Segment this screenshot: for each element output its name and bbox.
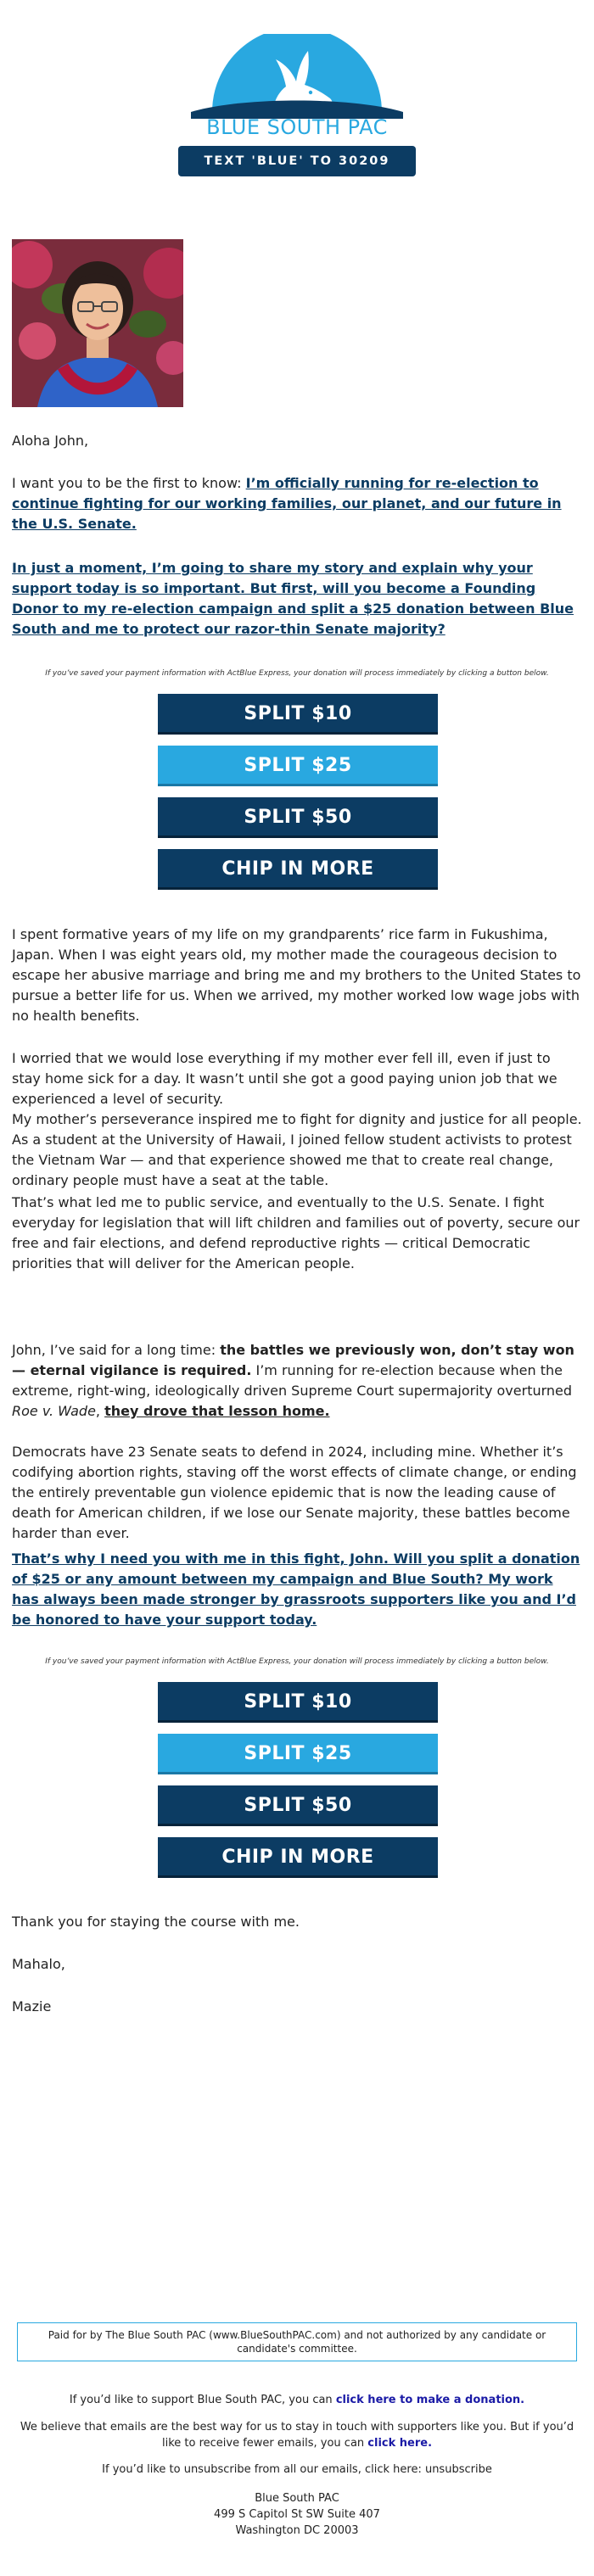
paragraph-ask	[12, 1549, 582, 1630]
greeting: Aloha John,	[12, 433, 89, 449]
split-25-button-2[interactable]: SPLIT $25	[158, 1734, 438, 1774]
donkey-logo-icon	[191, 34, 403, 119]
vigilance-closing: they drove that lesson home.	[104, 1403, 330, 1419]
support-lead: If you’d like to support Blue South PAC, you can	[69, 2394, 336, 2406]
paragraph-story-1: I spent formative years of my life on my grandparents’ rice farm in Fukushima, Japan. When I was eight years old, my mother made the courageous decision to escape her abusive marriage and bring me and my brothers to the United States to pursue a better life for us. When we arrived, my mother worked low wage jobs with no health benefits.	[12, 926, 581, 1024]
paid-for-disclaimer: Paid for by The Blue South PAC (www.BlueSouthPAC.com) and not authorized by any candidate or candidate's committee.	[17, 2322, 577, 2361]
closing-signoff: Mahalo,	[12, 1956, 65, 1972]
chip-in-more-button[interactable]: CHIP IN MORE	[158, 849, 438, 890]
unsubscribe-line[interactable]: If you’d like to unsubscribe from all our emails, click here: unsubscribe	[102, 2463, 492, 2476]
split-25-button[interactable]: SPLIT $25	[158, 746, 438, 786]
ask-link[interactable]: That’s why I need you with me in this fight, John. Will you split a donation of $25 or any amount between my campaign and Blue South? My work has always been made stronger by grassroots supporters like you and I’d be honored to have your support today.	[12, 1551, 580, 1628]
brand-name: BLUE SOUTH PAC	[206, 115, 388, 139]
vigilance-lead: John, I’ve said for a long time:	[12, 1342, 221, 1358]
paragraph-senate-seats: Democrats have 23 Senate seats to defend in 2024, including mine. Whether it’s codifying abortion rights, staving off the worst effects of climate change, or ending the entirely preventable gun violence epidemic that is now the leading cause of death for American children, if we lose our Senate majority, these battles become harder than ever.	[12, 1444, 577, 1541]
split-10-button-2[interactable]: SPLIT $10	[158, 1682, 438, 1723]
paragraph-story-4: That’s what led me to public service, and eventually to the U.S. Senate. I fight everyday for legislation that will lift children and families out of poverty, secure our free and fair elections, and defend reproductive rights — critical Democratic priorities that will deliver for the American people.	[12, 1194, 580, 1271]
support-line	[17, 2392, 577, 2408]
paragraph-announcement	[12, 473, 582, 534]
paragraph-founding-donor	[12, 558, 582, 640]
address-line-3: Washington DC 20003	[235, 2524, 359, 2537]
candidate-photo	[12, 239, 183, 407]
paragraph-vigilance	[12, 1340, 582, 1422]
fewer-emails-lead: We believe that emails are the best way for us to stay in touch with supporters like you. But if you’d like to receive fewer emails, you can	[20, 2421, 574, 2450]
address-line-1: Blue South PAC	[255, 2492, 339, 2505]
split-50-button-2[interactable]: SPLIT $50	[158, 1785, 438, 1826]
split-50-button[interactable]: SPLIT $50	[158, 797, 438, 838]
actblue-express-note: If you’ve saved your payment information with ActBlue Express, your donation will process immediately by clicking a button below.	[45, 669, 549, 678]
chip-in-more-button-2[interactable]: CHIP IN MORE	[158, 1837, 438, 1878]
address-line-2: 499 S Capitol St SW Suite 407	[214, 2508, 380, 2521]
paragraph-story-2: I worried that we would lose everything if my mother ever fell ill, even if just to stay home sick for a day. It wasn’t until she got a good paying union job that we experienced a level of security.	[12, 1050, 558, 1107]
split-10-button[interactable]: SPLIT $10	[158, 694, 438, 735]
closing-thanks: Thank you for staying the course with me.	[12, 1914, 300, 1930]
roe-v-wade: Roe v. Wade	[12, 1403, 96, 1419]
fewer-emails-line	[17, 2419, 577, 2451]
announcement-link[interactable]: I’m officially running for re-election to continue fighting for our working families, our planet, and our future in the U.S. Senate.	[12, 475, 562, 532]
paragraph-story-3: My mother’s perseverance inspired me to fight for dignity and justice for all people. As a student at the University of Hawaii, I joined fellow student activists to protest the Vietnam War — and that experience showed me that to create real change, ordinary people must have a seat at the table.	[12, 1111, 582, 1188]
vigilance-comma: ,	[95, 1403, 105, 1419]
text-to-donate-banner: TEXT 'BLUE' TO 30209	[178, 146, 416, 176]
vigilance-bold: the battles we previously won, don’t stay won — eternal vigilance is required.	[12, 1342, 574, 1378]
announcement-lead: I want you to be the first to know:	[12, 475, 246, 491]
actblue-express-note-2: If you’ve saved your payment information with ActBlue Express, your donation will process immediately by clicking a button below.	[45, 1657, 549, 1666]
fewer-emails-link[interactable]: click here.	[367, 2437, 433, 2450]
closing-name: Mazie	[12, 1998, 52, 2014]
founding-donor-link[interactable]: In just a moment, I’m going to share my story and explain why your support today is so important. But first, will you become a Founding Donor to my re-election campaign and split a $25 donation between Blue South and me to protect our razor-thin Senate majority?	[12, 560, 574, 637]
blue-south-logo	[0, 34, 594, 119]
vigilance-middle: I’m running for re-election because when the extreme, right-wing, ideologically driven Supreme Court supermajority overturned	[12, 1362, 573, 1399]
donation-link[interactable]: click here to make a donation.	[335, 2394, 525, 2406]
